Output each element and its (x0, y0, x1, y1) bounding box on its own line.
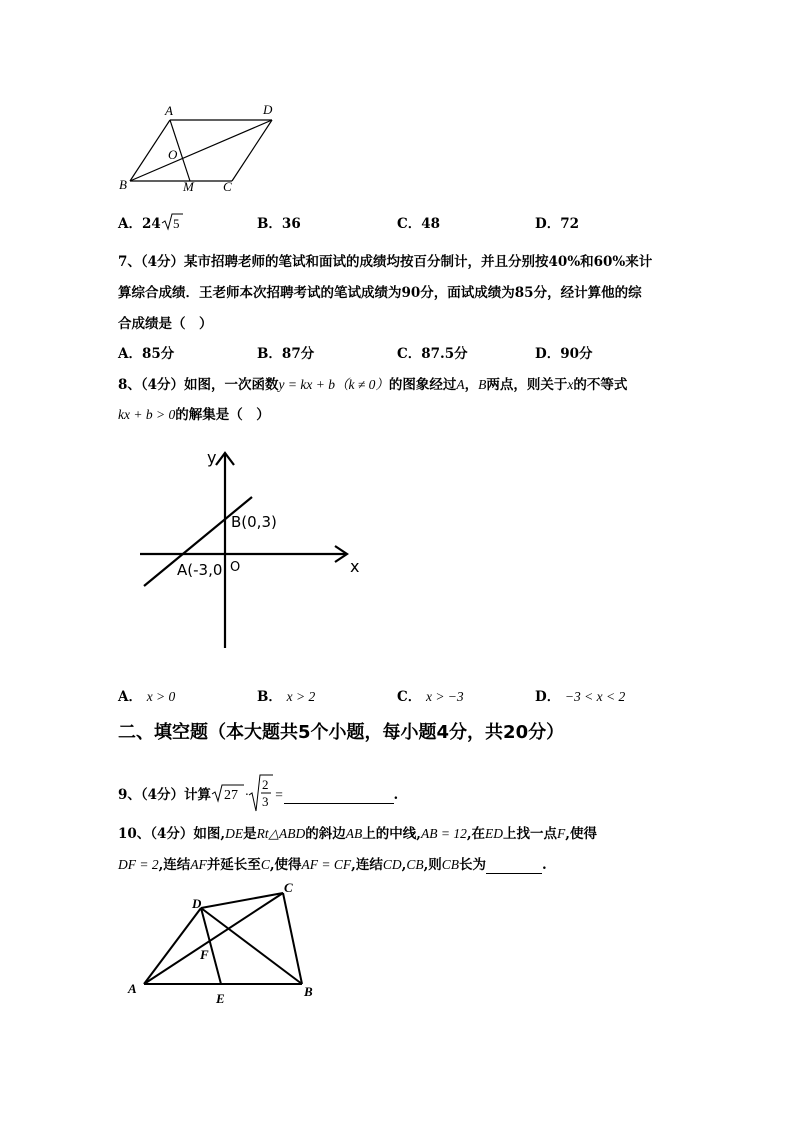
label-B: B (119, 177, 127, 192)
q10-triangle-figure (120, 872, 340, 1016)
label-D: D (192, 896, 202, 911)
q8-line-1: 8、（4分）如图，一次函数y = kx + b（k ≠ 0）的图象经过A，B两点，则关于x的不等式 (118, 377, 628, 393)
parallelogram-figure (110, 98, 300, 202)
svg-text:3: 3 (262, 794, 269, 809)
q6-option-c[interactable]: C．48 (397, 216, 441, 232)
y-label: y (207, 448, 217, 467)
origin-label: O (230, 560, 241, 575)
label-D: D (263, 102, 273, 117)
q8-option-b[interactable]: B． x > 2 (257, 689, 316, 705)
q8-option-a[interactable]: A． x > 0 (118, 689, 176, 705)
x-label: x (350, 557, 360, 576)
section-title: 二、填空题（本大题共5个小题，每小题4分，共20分） (118, 722, 565, 743)
q7-line-3: 合成绩是（ ） (118, 316, 213, 332)
label-M: M (183, 179, 194, 194)
q8-option-d[interactable]: D． −3 < x < 2 (535, 689, 626, 705)
label-A: A (165, 103, 173, 118)
q6-option-a[interactable]: A．24 5 (118, 212, 183, 232)
q7-option-a[interactable]: A．85分 (118, 346, 175, 362)
label-F: F (200, 947, 209, 962)
q8-line-2: kx + b > 0的解集是（ ） (118, 407, 270, 423)
q9-answer-blank[interactable] (284, 787, 394, 804)
q7-option-d[interactable]: D．90分 (535, 346, 593, 362)
svg-text:5: 5 (172, 216, 180, 231)
q7-line-1: 7、（4分）某市招聘老师的笔试和面试的成绩均按百分制计，并且分别按40%和60%来计 (118, 254, 653, 270)
label-C: C (284, 880, 293, 895)
q6-option-d[interactable]: D．72 (535, 216, 580, 232)
q7-line-2: 算综合成绩．王老师本次招聘考试的笔试成绩为90分，面试成绩为85分，经计算他的综 (118, 285, 642, 301)
label-A: A (128, 981, 137, 996)
label-B: B (304, 984, 313, 999)
q9-line: 9、（4分）计算 27 · 2 3 = . (118, 773, 398, 813)
label-E: E (216, 991, 225, 1006)
svg-text:27: 27 (224, 788, 239, 803)
label-C: C (223, 179, 232, 194)
sqrt-symbol (161, 213, 183, 231)
q10-line-1: 10、（4分）如图,DE是Rt△ABD的斜边AB上的中线,AB = 12,在ED上找一点F,使得 (118, 826, 597, 842)
point-b-label: B(0,3) (231, 513, 277, 531)
q7-option-c[interactable]: C．87.5分 (397, 346, 468, 362)
q7-option-b[interactable]: B．87分 (257, 346, 315, 362)
q10-line-2: DF = 2,连结AF并延长至C,使得AF = CF,连结CD,CB,则CB长为 . (118, 857, 547, 873)
sqrt-27 (211, 783, 245, 803)
q6-option-b[interactable]: B．36 (257, 216, 301, 232)
sqrt-two-thirds (248, 773, 274, 813)
label-O: O (168, 147, 178, 162)
q8-option-c[interactable]: C． x > −3 (397, 689, 464, 705)
linear-function-graph (135, 445, 375, 659)
point-a-label: A(-3,0 (177, 561, 223, 579)
q10-answer-blank[interactable] (486, 857, 542, 874)
svg-text:2: 2 (262, 777, 269, 792)
